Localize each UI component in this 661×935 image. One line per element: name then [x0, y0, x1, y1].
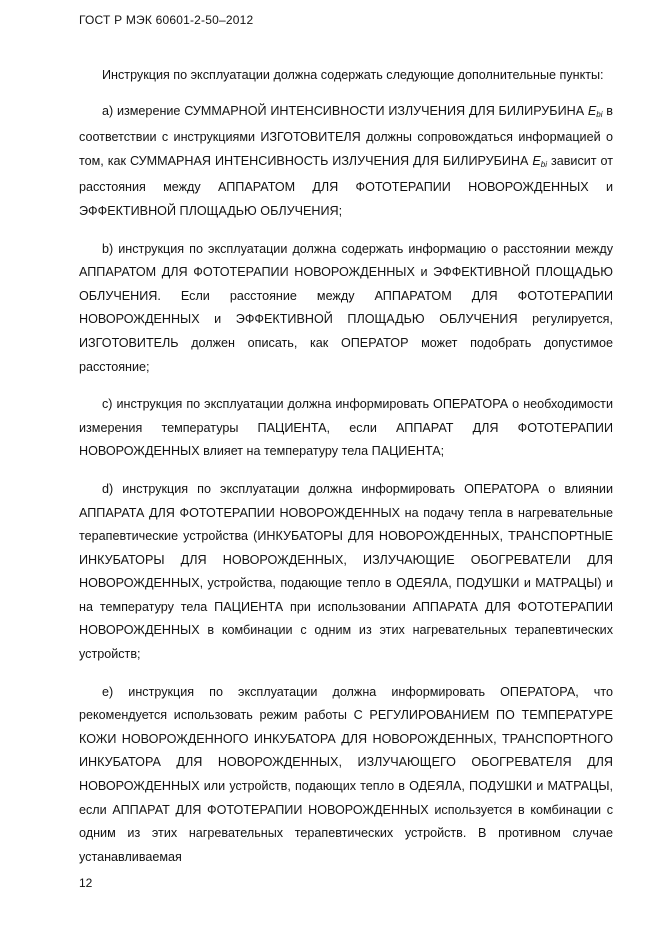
item-c-paragraph: с) инструкция по эксплуатации должна информировать ОПЕРАТОРА о необходимости измерения температуры ПАЦИЕНТА, если АППАРАТ ДЛЯ ФОТОТЕРАПИИ НОВОРОЖДЕННЫХ влияет на температуру тела ПАЦИЕНТА; — [79, 397, 613, 459]
symbol-e-bi: $E_{bi}$ — [587, 103, 603, 119]
item-a-paragraph — [79, 100, 613, 224]
item-a-text-3: зависит от расстояния между АППАРАТОМ ДЛЯ ФОТОТЕРАПИИ НОВОРОЖДЕННЫХ и ЭФФЕКТИВНОЙ ПЛОЩАДЬЮ ОБЛУЧЕНИЯ; — [79, 153, 613, 218]
item-e-paragraph: е) инструкция по эксплуатации должна информировать ОПЕРАТОРА, что рекомендуется использовать режим работы С РЕГУЛИРОВАНИЕМ ПО ТЕМПЕРАТУРЕ КОЖИ НОВОРОЖДЕННОГО ИНКУБАТОРА ДЛЯ НОВОРОЖДЕННЫХ, ТРАНСПОРТНОГО ИНКУБАТОРА ДЛЯ НОВОРОЖДЕННЫХ, ИЗЛУЧАЮЩЕГО ОБОГРЕВАТЕЛЯ ДЛЯ НОВОРОЖДЕННЫХ или устройств, подающих тепло в ОДЕЯЛА, ПОДУШКИ и МАТРАЦЫ, если АППАРАТ ДЛЯ ФОТОТЕРАПИИ НОВОРОЖДЕННЫХ используется в комбинации с одним из этих нагревательных терапевтических устройств. В противном случае устанавливаемая — [79, 684, 613, 864]
item-d-paragraph: d) инструкция по эксплуатации должна информировать ОПЕРАТОРА о влиянии АППАРАТА ДЛЯ ФОТОТЕРАПИИ НОВОРОЖДЕННЫХ на подачу тепла в нагревательные терапевтические устройства (ИНКУБАТОРЫ ДЛЯ НОВОРОЖДЕННЫХ, ТРАНСПОРТНЫЕ ИНКУБАТОРЫ ДЛЯ НОВОРОЖДЕННЫХ, ИЗЛУЧАЮЩИЕ ОБОГРЕВАТЕЛИ ДЛЯ НОВОРОЖДЕННЫХ, устройства, подающие тепло в ОДЕЯЛА, ПОДУШКИ и МАТРАЦЫ) и на температуру тела ПАЦИЕНТА при использовании АППАРАТА ДЛЯ ФОТОТЕРАПИИ НОВОРОЖДЕННЫХ в комбинации с одним из этих нагревательных терапевтических устройств; — [79, 481, 613, 662]
page-header — [79, 13, 253, 27]
document-body — [79, 64, 613, 883]
page-number: 12 — [79, 876, 93, 890]
item-a-text-1: а) измерение СУММАРНОЙ ИНТЕНСИВНОСТИ ИЗЛУЧЕНИЯ ДЛЯ БИЛИРУБИНА — [102, 103, 585, 118]
item-b-paragraph: b) инструкция по эксплуатации должна содержать информацию о расстоянии между АППАРАТОМ ДЛЯ ФОТОТЕРАПИИ НОВОРОЖДЕННЫХ и ЭФФЕКТИВНОЙ ПЛОЩАДЬЮ ОБЛУЧЕНИЯ. Если расстояние между АППАРАТОМ ДЛЯ ФОТОТЕРАПИИ НОВОРОЖДЕННЫХ и ЭФФЕКТИВНОЙ ПЛОЩАДЬЮ ОБЛУЧЕНИЯ регулируется, ИЗГОТОВИТЕЛЬ должен описать, как ОПЕРАТОР может подобрать допустимое расстояние; — [79, 241, 613, 374]
symbol-e-bi-2: $E_{bi}$ — [532, 153, 548, 169]
standard-id: ГОСТ Р МЭК 60601-2-50–2012 — [79, 13, 254, 27]
intro-paragraph: Инструкция по эксплуатации должна содержать следующие дополнительные пункты: — [102, 68, 604, 82]
item-a-text-2: в соответствии с инструкциями ИЗГОТОВИТЕЛЯ должны сопровождаться информацией о том, как СУММАРНАЯ ИНТЕНСИВНОСТЬ ИЗЛУЧЕНИЯ ДЛЯ БИЛИРУБИНА — [79, 103, 613, 168]
